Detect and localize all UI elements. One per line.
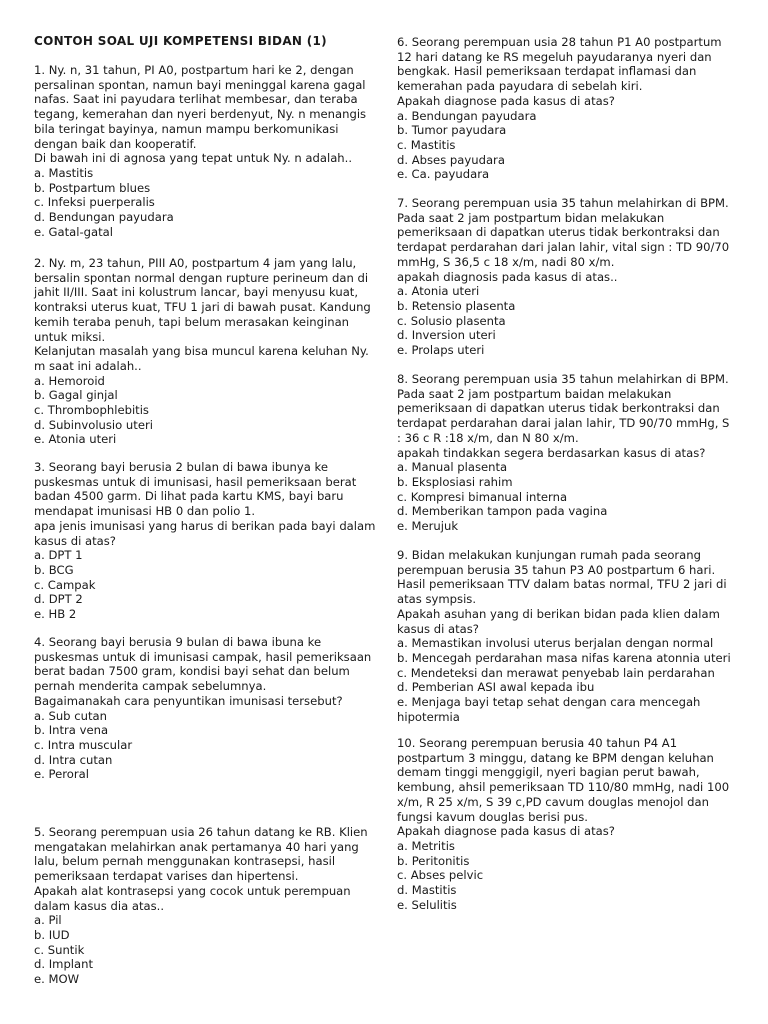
question-stem-line: pemeriksaan terdapat varises dan hipertensi. <box>34 869 299 884</box>
question-stem-line: dengan baik dan kooperatif. <box>34 136 197 151</box>
question-stem-line: Apakah asuhan yang di berikan bidan pada klien dalam <box>397 606 720 621</box>
question-stem-line: Apakah alat kontrasepsi yang cocok untuk perempuan <box>34 883 351 898</box>
question-stem-line: jahit II/III. Saat ini kolustrum lancar, bayi menyusu kuat, <box>34 285 359 300</box>
question-stem-line: pemeriksaan di dapatkan uterus tidak berkontraksi dan <box>397 225 720 240</box>
answer-option: a. Sub cutan <box>34 708 107 723</box>
question-stem-line: kemih teraba penuh, tapi belum merasakan keinginan <box>34 314 350 329</box>
question-1 <box>34 63 366 239</box>
question-stem-line: perempuan berusia 35 tahun P3 A0 postpartum 6 hari. <box>397 562 716 577</box>
question-stem-line: kontraksi uterus kuat, TFU 1 jari di bawah pusat. Kandung <box>34 300 371 315</box>
answer-option: b. Tumor payudara <box>397 123 507 138</box>
question-8 <box>397 372 729 534</box>
answer-option: d. Implant <box>34 957 94 972</box>
answer-option: e. Merujuk <box>397 519 459 534</box>
question-stem-line: atas sympsis. <box>397 592 477 607</box>
answer-option: c. Abses pelvic <box>397 868 484 883</box>
answer-option: c. Mastitis <box>397 137 456 152</box>
question-stem-line: bengkak. Hasil pemeriksaan terdapat inflamasi dan <box>397 64 697 79</box>
question-stem-line: persalinan spontan, namun bayi meninggal karena gagal <box>34 77 366 92</box>
question-stem-line: apa jenis imunisasi yang harus di berikan pada bayi dalam <box>34 518 376 533</box>
answer-option: e. Atonia uteri <box>34 432 117 447</box>
answer-option: e. MOW <box>34 972 80 987</box>
question-3 <box>34 460 375 622</box>
question-stem-line: m saat ini adalah.. <box>34 358 142 373</box>
answer-option: d. Abses payudara <box>397 152 505 167</box>
answer-option: e. Ca. payudara <box>397 167 490 182</box>
answer-option: e. Prolaps uteri <box>397 343 485 358</box>
document-title: CONTOH SOAL UJI KOMPETENSI BIDAN (1) <box>34 34 327 48</box>
answer-option: d. Inversion uteri <box>397 328 496 343</box>
question-stem-line: kembung, ahsil pemeriksaan TD 110/80 mmHg, nadi 100 <box>397 780 730 795</box>
question-stem-line: 1. Ny. n, 31 tahun, PI A0, postpartum hari ke 2, dengan <box>34 63 354 77</box>
question-stem-line: 2. Ny. m, 23 tahun, PIII A0, postpartum 4 jam yang lalu, <box>34 256 357 270</box>
question-stem-line: puskesmas untuk di imunisasi campak, hasil pemeriksaan <box>34 649 372 664</box>
answer-option: b. IUD <box>34 927 70 942</box>
question-stem-line: demam tinggi menggigil, nyeri bagian perut bawah, <box>397 765 700 780</box>
question-stem-line: lalu, belum pernah menggunakan kontrasepsi, hasil <box>34 854 336 869</box>
answer-option: b. Retensio plasenta <box>397 298 516 313</box>
answer-option: c. Thrombophlebitis <box>34 403 149 418</box>
question-stem-line: bila teringat bayinya, namun mampu berkomunikasi <box>34 121 339 136</box>
question-stem-line: 4. Seorang bayi berusia 9 bulan di bawa ibuna ke <box>34 635 322 649</box>
question-stem-line: terdapat perdarahan dari jalan lahir, vital sign : TD 90/70 <box>397 240 730 255</box>
question-stem-line: Apakah diagnose pada kasus di atas? <box>397 824 615 839</box>
question-4 <box>34 635 371 782</box>
question-stem-line: Pada saat 2 jam postpartum bidan melakukan <box>397 210 665 225</box>
question-stem-line: Apakah diagnose pada kasus di atas? <box>397 93 615 108</box>
answer-option: e. Gatal-gatal <box>34 224 113 239</box>
question-stem-line: nafas. Saat ini payudara terlihat membesar, dan teraba <box>34 92 358 107</box>
answer-option: a. Memastikan involusi uterus berjalan dengan normal <box>397 636 714 651</box>
question-stem-line: Bagaimanakah cara penyuntikan imunisasi tersebut? <box>34 693 343 708</box>
answer-option: d. Subinvolusio uteri <box>34 417 153 432</box>
answer-option: b. Mencegah perdarahan masa nifas karena atonnia uteri <box>397 650 731 665</box>
question-stem-line: bersalin spontan normal dengan rupture perineum dan di <box>34 270 369 285</box>
answer-option: d. Memberikan tampon pada vagina <box>397 504 608 519</box>
question-stem-line: 5. Seorang perempuan usia 26 tahun datang ke RB. Klien <box>34 825 368 839</box>
question-stem-line: postpartum 3 minggu, datang ke BPM dengan keluhan <box>397 750 714 765</box>
answer-option: b. Peritonitis <box>397 853 470 868</box>
question-stem-line: mengatakan melahirkan anak pertamanya 40 hari yang <box>34 839 359 854</box>
answer-option: a. Bendungan payudara <box>397 108 537 123</box>
answer-option: d. Pemberian ASI awal kepada ibu <box>397 680 595 695</box>
answer-option: b. Intra vena <box>34 723 109 738</box>
answer-option: c. Infeksi puerperalis <box>34 195 155 210</box>
question-stem-line: pemeriksaan di dapatkan uterus tidak berkontraksi dan <box>397 401 720 416</box>
question-stem-line: pernah menderita campak sebelumnya. <box>34 679 267 694</box>
question-stem-line: 7. Seorang perempuan usia 35 tahun melahirkan di BPM. <box>397 196 729 210</box>
question-stem-line: Pada saat 2 jam postpartum baidan melakukan <box>397 386 672 401</box>
question-stem-line: apakah tindakkan segera berdasarkan kasus di atas? <box>397 445 706 460</box>
question-7 <box>397 196 729 358</box>
question-stem-line: Hasil pemeriksaan TTV dalam batas normal, TFU 2 jari di <box>397 577 727 592</box>
question-stem-line: fungsi kavum douglas berisi pus. <box>397 809 588 824</box>
question-5 <box>34 825 368 987</box>
answer-option: a. Hemoroid <box>34 373 105 388</box>
answer-option: e. HB 2 <box>34 607 77 622</box>
question-stem-line: kemerahan pada payudara di sebelah kiri. <box>397 79 643 94</box>
answer-option: d. Intra cutan <box>34 752 113 767</box>
answer-option: e. Peroral <box>34 767 89 782</box>
answer-option: a. DPT 1 <box>34 548 83 563</box>
answer-option: b. BCG <box>34 562 74 577</box>
answer-option: d. Mastitis <box>397 883 457 898</box>
question-stem-line: terdapat perdarahan darai jalan lahir, TD 90/70 mmHg, S <box>397 416 730 431</box>
answer-option: b. Postpartum blues <box>34 180 151 195</box>
question-9 <box>397 548 731 724</box>
question-stem-line: kasus di atas? <box>34 533 116 548</box>
answer-option: a. Atonia uteri <box>397 284 480 299</box>
question-stem-line: 9. Bidan melakukan kunjungan rumah pada seorang <box>397 548 701 562</box>
question-stem-line: kasus di atas? <box>397 621 479 636</box>
question-10 <box>397 736 729 912</box>
answer-option: a. Metritis <box>397 838 455 853</box>
question-stem-line: puskesmas untuk di imunisasi, hasil pemeriksaan berat <box>34 474 357 489</box>
question-stem-line: 10. Seorang perempuan berusia 40 tahun P4 A1 <box>397 736 678 750</box>
question-stem-line: dalam kasus dia atas.. <box>34 898 165 913</box>
question-stem-line: x/m, R 25 x/m, S 39 c,PD cavum douglas menojol dan <box>397 794 709 809</box>
answer-option: b. Gagal ginjal <box>34 388 118 403</box>
answer-option: d. Bendungan payudara <box>34 210 174 225</box>
answer-option: e. Menjaga bayi tetap sehat dengan cara mencegah hipotermia <box>397 695 701 724</box>
question-stem-line: berat badan 7500 gram, kondisi bayi sehat dan belum <box>34 664 350 679</box>
question-stem-line: tegang, kemerahan dan nyeri berdenyut, Ny. n menangis <box>34 107 367 122</box>
question-stem-line: badan 4500 garm. Di lihat pada kartu KMS, bayi baru <box>34 489 344 504</box>
answer-option: c. Solusio plasenta <box>397 313 506 328</box>
answer-option: c. Intra muscular <box>34 737 133 752</box>
question-stem-line: mmHg, S 36,5 c 18 x/m, nadi 80 x/m. <box>397 254 615 269</box>
question-stem-line: untuk miksi. <box>34 329 106 344</box>
answer-option: c. Suntik <box>34 942 85 957</box>
question-stem-line: apakah diagnosis pada kasus di atas.. <box>397 269 618 284</box>
question-stem-line: Di bawah ini di agnosa yang tepat untuk Ny. n adalah.. <box>34 151 353 166</box>
question-stem-line: Kelanjutan masalah yang bisa muncul karena keluhan Ny. <box>34 344 369 359</box>
answer-option: a. Mastitis <box>34 165 94 180</box>
answer-option: a. Pil <box>34 913 62 928</box>
answer-option: c. Kompresi bimanual interna <box>397 489 568 504</box>
answer-option: b. Eksplosiasi rahim <box>397 474 513 489</box>
question-stem-line: 3. Seorang bayi berusia 2 bulan di bawa ibunya ke <box>34 460 328 474</box>
answer-option: c. Campak <box>34 577 96 592</box>
answer-option: d. DPT 2 <box>34 592 83 607</box>
question-stem-line: : 36 c R :18 x/m, dan N 80 x/m. <box>397 430 579 445</box>
answer-option: c. Mendeteksi dan merawat penyebab lain perdarahan <box>397 665 715 680</box>
answer-option: a. Manual plasenta <box>397 460 508 475</box>
question-stem-line: 12 hari datang ke RS megeluh payudaranya nyeri dan <box>397 49 712 64</box>
question-2 <box>34 256 371 447</box>
question-stem-line: 6. Seorang perempuan usia 28 tahun P1 A0 postpartum <box>397 35 722 49</box>
answer-option: e. Selulitis <box>397 897 457 912</box>
question-stem-line: mendapat imunisasi HB 0 dan polio 1. <box>34 504 256 519</box>
question-6 <box>397 35 722 182</box>
question-stem-line: 8. Seorang perempuan usia 35 tahun melahirkan di BPM. <box>397 372 729 386</box>
